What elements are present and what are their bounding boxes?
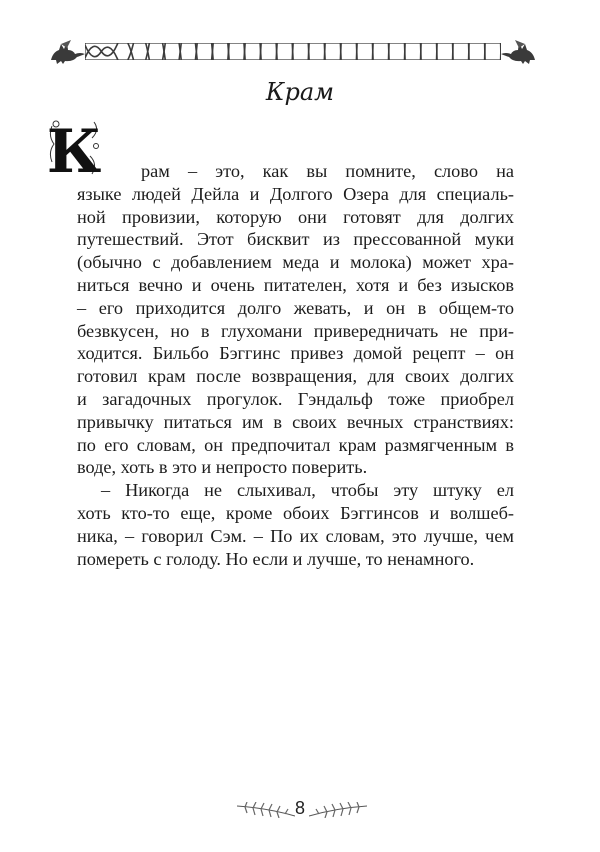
dragon-icon xyxy=(499,40,539,64)
text-line: – Никогда не слыхивал, чтобы эту штуку ел xyxy=(101,480,514,501)
text-line: хоть кто-то еще, кроме обоих Бэггинсов и волшеб- xyxy=(77,502,514,523)
text-line: помереть с голоду. Но если и лучше, то ненамного. xyxy=(77,548,475,569)
text-line: безвкусен, но в глухомани привередничать не при- xyxy=(77,320,514,341)
header-ornament xyxy=(47,40,539,64)
dragon-icon xyxy=(47,40,87,64)
text-line: рам – это, как вы помните, слово на xyxy=(141,161,514,181)
text-line: и загадочных прогулок. Гэндальф тоже приобрел xyxy=(77,388,514,409)
text-line: ной провизии, которую они готовят для долгих xyxy=(77,206,514,227)
svg-text:К: К xyxy=(46,117,102,180)
body-text xyxy=(77,160,514,570)
text-line: языке людей Дейла и Долгого Озера для специаль- xyxy=(77,183,514,204)
chapter-title: Крам xyxy=(265,78,335,106)
text-line: воде, хоть в это и непросто поверить. xyxy=(77,457,368,478)
text-line: ниться вечно и очень питателен, хотя и без изысков xyxy=(77,274,514,295)
text-line: ходится. Бильбо Бэггинс привез домой рецепт – он xyxy=(77,343,514,364)
page-footer xyxy=(0,798,600,822)
text-line: путешествий. Этот бисквит из прессованной муки xyxy=(77,229,514,250)
celtic-knot-band xyxy=(85,43,501,60)
text-line: привычку питаться им в своих вечных странствиях: xyxy=(77,411,514,432)
text-line: по его словам, он предпочитал крам размягченным в xyxy=(77,434,514,455)
page-number: 8 xyxy=(294,798,305,818)
text-line: ника, – говорил Сэм. – По их словам, это лучше, чем xyxy=(77,525,514,546)
fern-icon xyxy=(309,802,367,818)
text-line: (обычно с добавлением меда и молока) может хра- xyxy=(77,252,514,273)
text-line: – его приходится долго жевать, и он в общем-то xyxy=(77,297,514,318)
text-line: готовил крам после возвращения, для своих долгих xyxy=(77,366,514,387)
